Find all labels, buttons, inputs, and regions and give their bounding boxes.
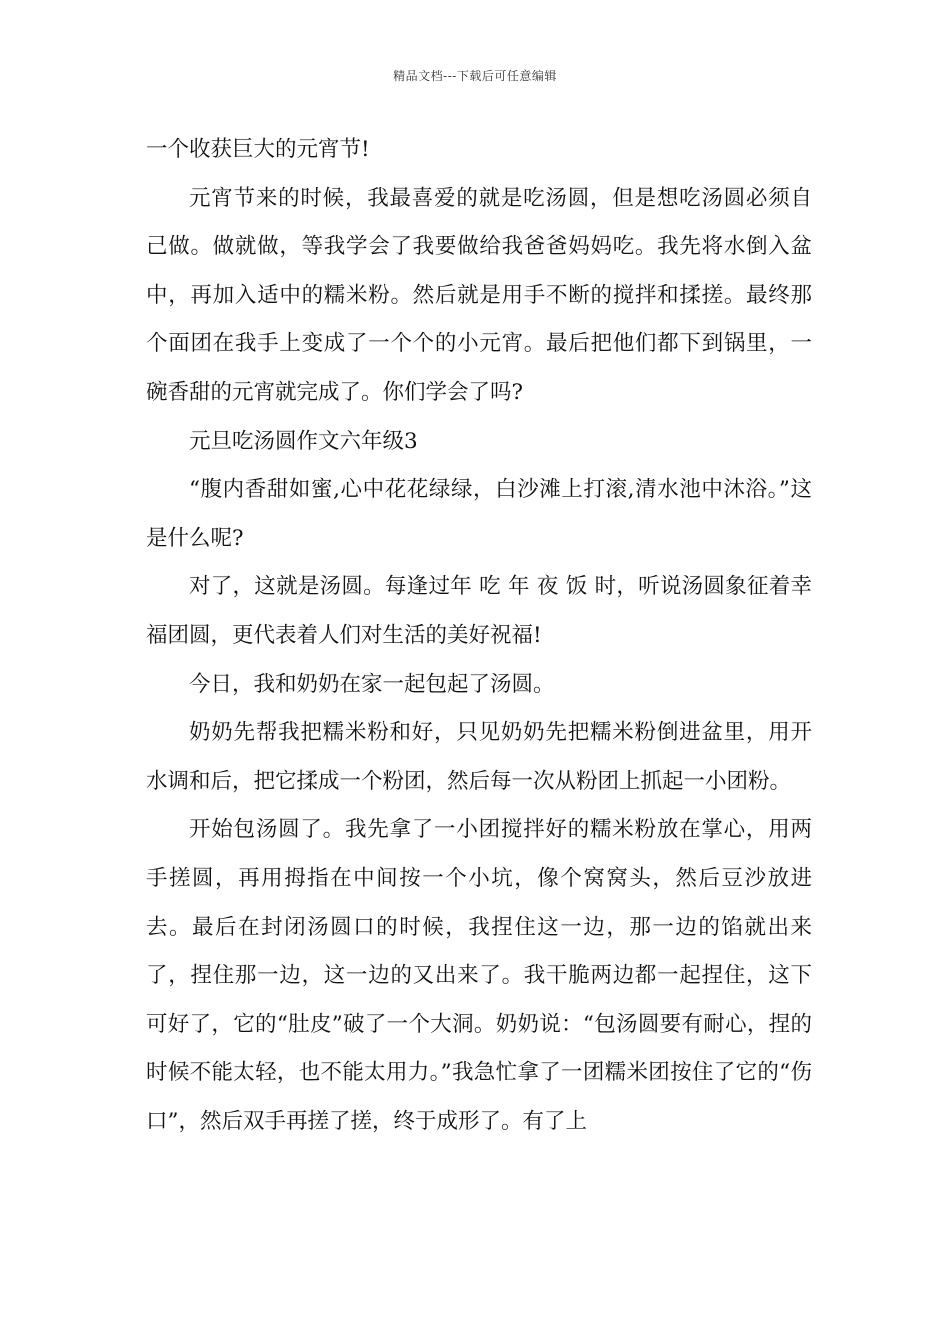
document-body [146, 126, 812, 1146]
paragraph-4: 对了，这就是汤圆。每逢过年 吃 年 夜 饭 时，听说汤圆象征着幸福团圆，更代表着人们对生活的美好祝福! [146, 574, 812, 648]
paragraph-2: 元宵节来的时候，我最喜爱的就是吃汤圆，但是想吃汤圆必须自己做。做就做，等我学会了我要做给我爸爸妈妈吃。我先将水倒入盆中，再加入适中的糯米粉。然后就是用手不断的搅拌和揉搓。最终那个面团在我手上变成了一个个的小元宵。最后把他们都下到锅里，一碗香甜的元宵就完成了。你们学会了吗? [146, 185, 812, 405]
paragraph-6: 奶奶先帮我把糯米粉和好，只见奶奶先把糯米粉倒进盆里，用开水调和后，把它揉成一个粉团，然后每一次从粉团上抓起一小团粉。 [146, 720, 812, 794]
section-heading: 元旦吃汤圆作文六年级3 [189, 428, 418, 454]
paragraph-1: 一个收获巨大的元宵节! [146, 137, 370, 162]
page-header: 精品文档---下载后可任意编辑 [393, 69, 557, 83]
paragraph-7: 开始包汤圆了。我先拿了一小团搅拌好的糯米粉放在掌心，用两手搓圆，再用拇指在中间按一个小坑，像个窝窝头，然后豆沙放进去。最后在封闭汤圆口的时候，我捏住这一边，那一边的馅就出来了，捏住那一边，这一边的又出来了。我干脆两边都一起捏住，这下可好了，它的“肚皮”破了一个大洞。奶奶说：“包汤圆要有耐心，捏的时候不能太轻，也不能太用力。”我急忙拿了一团糯米团按住了它的“伤口”，然后双手再搓了搓，终于成形了。有了上 [146, 817, 812, 1134]
paragraph-3: “腹内香甜如蜜,心中花花绿绿，白沙滩上打滚,清水池中沐浴。”这是什么呢? [146, 477, 812, 551]
paragraph-5: 今日，我和奶奶在家一起包起了汤圆。 [189, 671, 555, 697]
